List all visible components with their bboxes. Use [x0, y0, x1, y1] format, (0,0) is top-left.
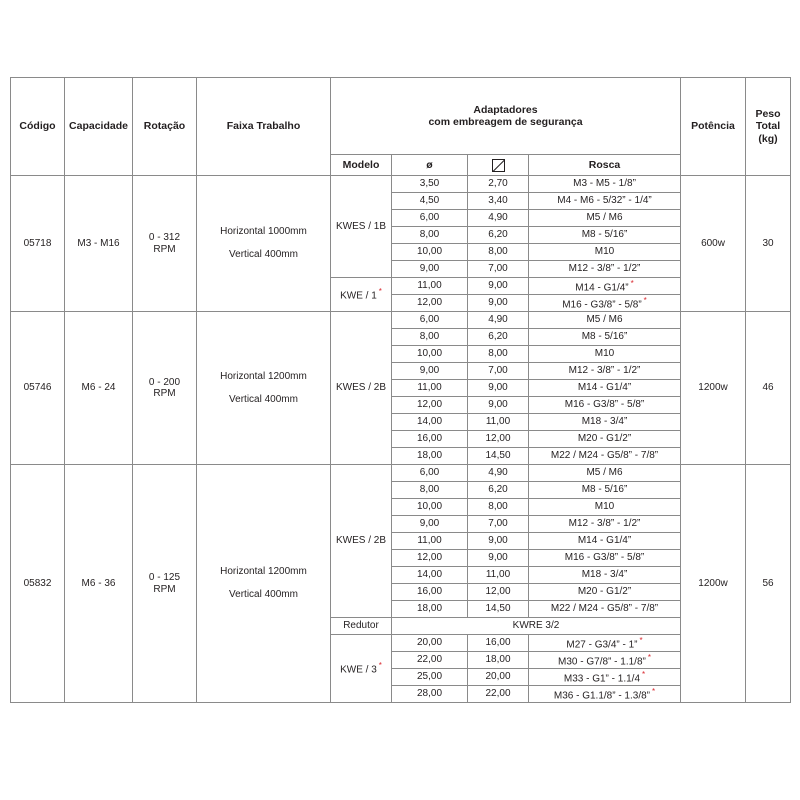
- diametro-cell: 8,00: [392, 329, 468, 346]
- rosca-value: M33 - G1” - 1.1/4: [563, 672, 641, 684]
- diametro-cell: 9,00: [392, 261, 468, 278]
- quadrado-cell: 22,00: [468, 686, 529, 703]
- quadrado-cell: 12,00: [468, 431, 529, 448]
- diametro-cell: 16,00: [392, 431, 468, 448]
- diametro-cell: 12,00: [392, 397, 468, 414]
- diametro-cell: 10,00: [392, 244, 468, 261]
- diametro-cell: 14,00: [392, 567, 468, 584]
- rosca-cell: [529, 686, 681, 703]
- table-row: [11, 312, 791, 329]
- quadrado-cell: 7,00: [468, 516, 529, 533]
- rosca-cell: M12 - 3/8” - 1/2”: [529, 261, 681, 278]
- rotacao-cell: [133, 312, 197, 465]
- diametro-cell: 22,00: [392, 652, 468, 669]
- quadrado-cell: 9,00: [468, 295, 529, 312]
- peso-cell: 56: [746, 465, 791, 703]
- faixa-horizontal: Horizontal 1000mm: [220, 226, 307, 238]
- header-adaptadores-line2: com embreagem de segurança: [428, 116, 583, 128]
- modelo-cell: [331, 278, 392, 312]
- quadrado-cell: 9,00: [468, 380, 529, 397]
- rosca-cell: M10: [529, 499, 681, 516]
- rosca-cell: M20 - G1/2”: [529, 584, 681, 601]
- faixa-vertical: Vertical 400mm: [229, 393, 298, 405]
- quadrado-cell: 6,20: [468, 227, 529, 244]
- specs-table: [10, 77, 791, 703]
- modelo-cell: KWES / 2B: [331, 312, 392, 465]
- asterisk-mark: *: [642, 669, 646, 679]
- quadrado-cell: 7,00: [468, 363, 529, 380]
- capacidade-cell: M3 - M16: [65, 176, 133, 312]
- redutor-value: KWRE 3/2: [392, 618, 681, 635]
- modelo-label: KWE / 1: [340, 290, 377, 302]
- quadrado-cell: 6,20: [468, 482, 529, 499]
- faixa-horizontal: Horizontal 1200mm: [220, 566, 307, 578]
- faixa-cell: [197, 465, 331, 703]
- rosca-cell: M4 - M6 - 5/32” - 1/4”: [529, 193, 681, 210]
- header-peso: [746, 78, 791, 176]
- asterisk-mark: *: [639, 635, 643, 645]
- diametro-cell: 9,00: [392, 363, 468, 380]
- faixa-horizontal: Horizontal 1200mm: [220, 370, 307, 382]
- header-codigo: Código: [11, 78, 65, 176]
- modelo-cell: KWES / 2B: [331, 465, 392, 618]
- header-adaptadores: [331, 78, 681, 155]
- header-peso-line3: (kg): [758, 132, 778, 145]
- rotacao-cell: [133, 176, 197, 312]
- rotacao-unit: RPM: [153, 388, 176, 399]
- header-quadrado: [468, 155, 529, 176]
- peso-cell: 46: [746, 312, 791, 465]
- rosca-cell: M20 - G1/2”: [529, 431, 681, 448]
- diametro-cell: 6,00: [392, 210, 468, 227]
- asterisk-mark: *: [630, 278, 634, 288]
- rosca-cell: M14 - G1/4”: [529, 533, 681, 550]
- potencia-cell: 600w: [681, 176, 746, 312]
- rosca-cell: [529, 652, 681, 669]
- header-faixa-trabalho: Faixa Trabalho: [197, 78, 331, 176]
- quadrado-cell: 7,00: [468, 261, 529, 278]
- quadrado-cell: 14,50: [468, 601, 529, 618]
- modelo-cell: KWES / 1B: [331, 176, 392, 278]
- diametro-cell: 11,00: [392, 380, 468, 397]
- quadrado-cell: 8,00: [468, 499, 529, 516]
- quadrado-cell: 3,40: [468, 193, 529, 210]
- asterisk-mark: *: [378, 287, 382, 297]
- peso-cell: 30: [746, 176, 791, 312]
- capacidade-cell: M6 - 24: [65, 312, 133, 465]
- quadrado-cell: 4,90: [468, 465, 529, 482]
- diametro-cell: 10,00: [392, 346, 468, 363]
- table-row: [11, 465, 791, 482]
- faixa-vertical: Vertical 400mm: [229, 249, 298, 261]
- quadrado-cell: 14,50: [468, 448, 529, 465]
- diametro-cell: 11,00: [392, 533, 468, 550]
- diametro-cell: 18,00: [392, 601, 468, 618]
- modelo-cell: [331, 635, 392, 703]
- diametro-cell: 12,00: [392, 550, 468, 567]
- diametro-cell: 6,00: [392, 312, 468, 329]
- rosca-cell: M10: [529, 244, 681, 261]
- rosca-cell: M18 - 3/4”: [529, 414, 681, 431]
- quadrado-cell: 8,00: [468, 346, 529, 363]
- quadrado-cell: 11,00: [468, 567, 529, 584]
- rosca-cell: M3 - M5 - 1/8”: [529, 176, 681, 193]
- diametro-cell: 20,00: [392, 635, 468, 652]
- codigo-cell: 05718: [11, 176, 65, 312]
- rosca-cell: M8 - 5/16”: [529, 329, 681, 346]
- rosca-cell: M5 / M6: [529, 210, 681, 227]
- rotacao-unit: RPM: [153, 243, 176, 255]
- rosca-value: M14 - G1/4”: [575, 281, 629, 293]
- codigo-cell: 05746: [11, 312, 65, 465]
- faixa-cell: [197, 176, 331, 312]
- asterisk-mark: *: [643, 295, 647, 305]
- capacidade-cell: M6 - 36: [65, 465, 133, 703]
- diametro-cell: 8,00: [392, 227, 468, 244]
- codigo-cell: 05832: [11, 465, 65, 703]
- diametro-cell: 28,00: [392, 686, 468, 703]
- rosca-cell: M8 - 5/16”: [529, 227, 681, 244]
- diametro-cell: 11,00: [392, 278, 468, 295]
- table-row: [11, 176, 791, 193]
- rosca-cell: [529, 295, 681, 312]
- diametro-cell: 4,50: [392, 193, 468, 210]
- header-adaptadores-line1: Adaptadores: [473, 103, 538, 116]
- rosca-cell: M12 - 3/8” - 1/2”: [529, 516, 681, 533]
- quadrado-cell: 12,00: [468, 584, 529, 601]
- quadrado-cell: 20,00: [468, 669, 529, 686]
- quadrado-cell: 2,70: [468, 176, 529, 193]
- faixa-vertical: Vertical 400mm: [229, 589, 298, 601]
- asterisk-mark: *: [652, 686, 656, 696]
- asterisk-mark: *: [647, 652, 651, 662]
- header-diametro: ø: [392, 155, 468, 176]
- header-rosca: Rosca: [529, 155, 681, 176]
- quadrado-cell: 4,90: [468, 210, 529, 227]
- rosca-cell: [529, 278, 681, 295]
- quadrado-cell: 11,00: [468, 414, 529, 431]
- diametro-cell: 10,00: [392, 499, 468, 516]
- quadrado-cell: 9,00: [468, 397, 529, 414]
- quadrado-cell: 16,00: [468, 635, 529, 652]
- quadrado-cell: 9,00: [468, 278, 529, 295]
- potencia-cell: 1200w: [681, 465, 746, 703]
- quadrado-cell: 9,00: [468, 550, 529, 567]
- rotacao-value: 0 - 200: [148, 376, 181, 388]
- rosca-cell: M22 / M24 - G5/8” - 7/8”: [529, 448, 681, 465]
- rotacao-unit: RPM: [153, 583, 176, 595]
- rosca-value: M36 - G1.1/8” - 1.3/8”: [553, 689, 651, 701]
- quadrado-cell: 4,90: [468, 312, 529, 329]
- redutor-label: Redutor: [331, 618, 392, 635]
- modelo-label: KWE / 3: [340, 664, 377, 676]
- rotacao-cell: [133, 465, 197, 703]
- rosca-cell: M10: [529, 346, 681, 363]
- diametro-cell: 14,00: [392, 414, 468, 431]
- diametro-cell: 16,00: [392, 584, 468, 601]
- quadrado-cell: 6,20: [468, 329, 529, 346]
- rosca-cell: [529, 669, 681, 686]
- rosca-cell: M5 / M6: [529, 312, 681, 329]
- rosca-cell: M14 - G1/4”: [529, 380, 681, 397]
- rosca-cell: M16 - G3/8” - 5/8”: [529, 397, 681, 414]
- header-potencia: Potência: [681, 78, 746, 176]
- rosca-value: M30 - G7/8” - 1.1/8”: [558, 655, 646, 667]
- rosca-cell: [529, 635, 681, 652]
- faixa-cell: [197, 312, 331, 465]
- header-capacidade: Capacidade: [65, 78, 133, 176]
- rosca-cell: M16 - G3/8” - 5/8”: [529, 550, 681, 567]
- rosca-cell: M5 / M6: [529, 465, 681, 482]
- header-peso-line2: Total: [755, 120, 781, 133]
- rosca-cell: M8 - 5/16”: [529, 482, 681, 499]
- quadrado-cell: 8,00: [468, 244, 529, 261]
- asterisk-mark: *: [378, 661, 382, 671]
- rosca-cell: M22 / M24 - G5/8” - 7/8”: [529, 601, 681, 618]
- diametro-cell: 18,00: [392, 448, 468, 465]
- rosca-cell: M12 - 3/8” - 1/2”: [529, 363, 681, 380]
- diametro-cell: 25,00: [392, 669, 468, 686]
- rosca-cell: M18 - 3/4”: [529, 567, 681, 584]
- diametro-cell: 12,00: [392, 295, 468, 312]
- square-diameter-icon: [492, 159, 505, 172]
- header-peso-line1: Peso: [755, 108, 781, 121]
- quadrado-cell: 18,00: [468, 652, 529, 669]
- rotacao-value: 0 - 312: [148, 232, 181, 243]
- diametro-cell: 3,50: [392, 176, 468, 193]
- rosca-value: M16 - G3/8” - 5/8”: [562, 298, 642, 310]
- header-rotacao: Rotação: [133, 78, 197, 176]
- diametro-cell: 9,00: [392, 516, 468, 533]
- rosca-value: M27 - G3/4” - 1”: [566, 638, 638, 650]
- diametro-cell: 8,00: [392, 482, 468, 499]
- diametro-cell: 6,00: [392, 465, 468, 482]
- header-modelo: Modelo: [331, 155, 392, 176]
- quadrado-cell: 9,00: [468, 533, 529, 550]
- rotacao-value: 0 - 125: [148, 572, 181, 583]
- potencia-cell: 1200w: [681, 312, 746, 465]
